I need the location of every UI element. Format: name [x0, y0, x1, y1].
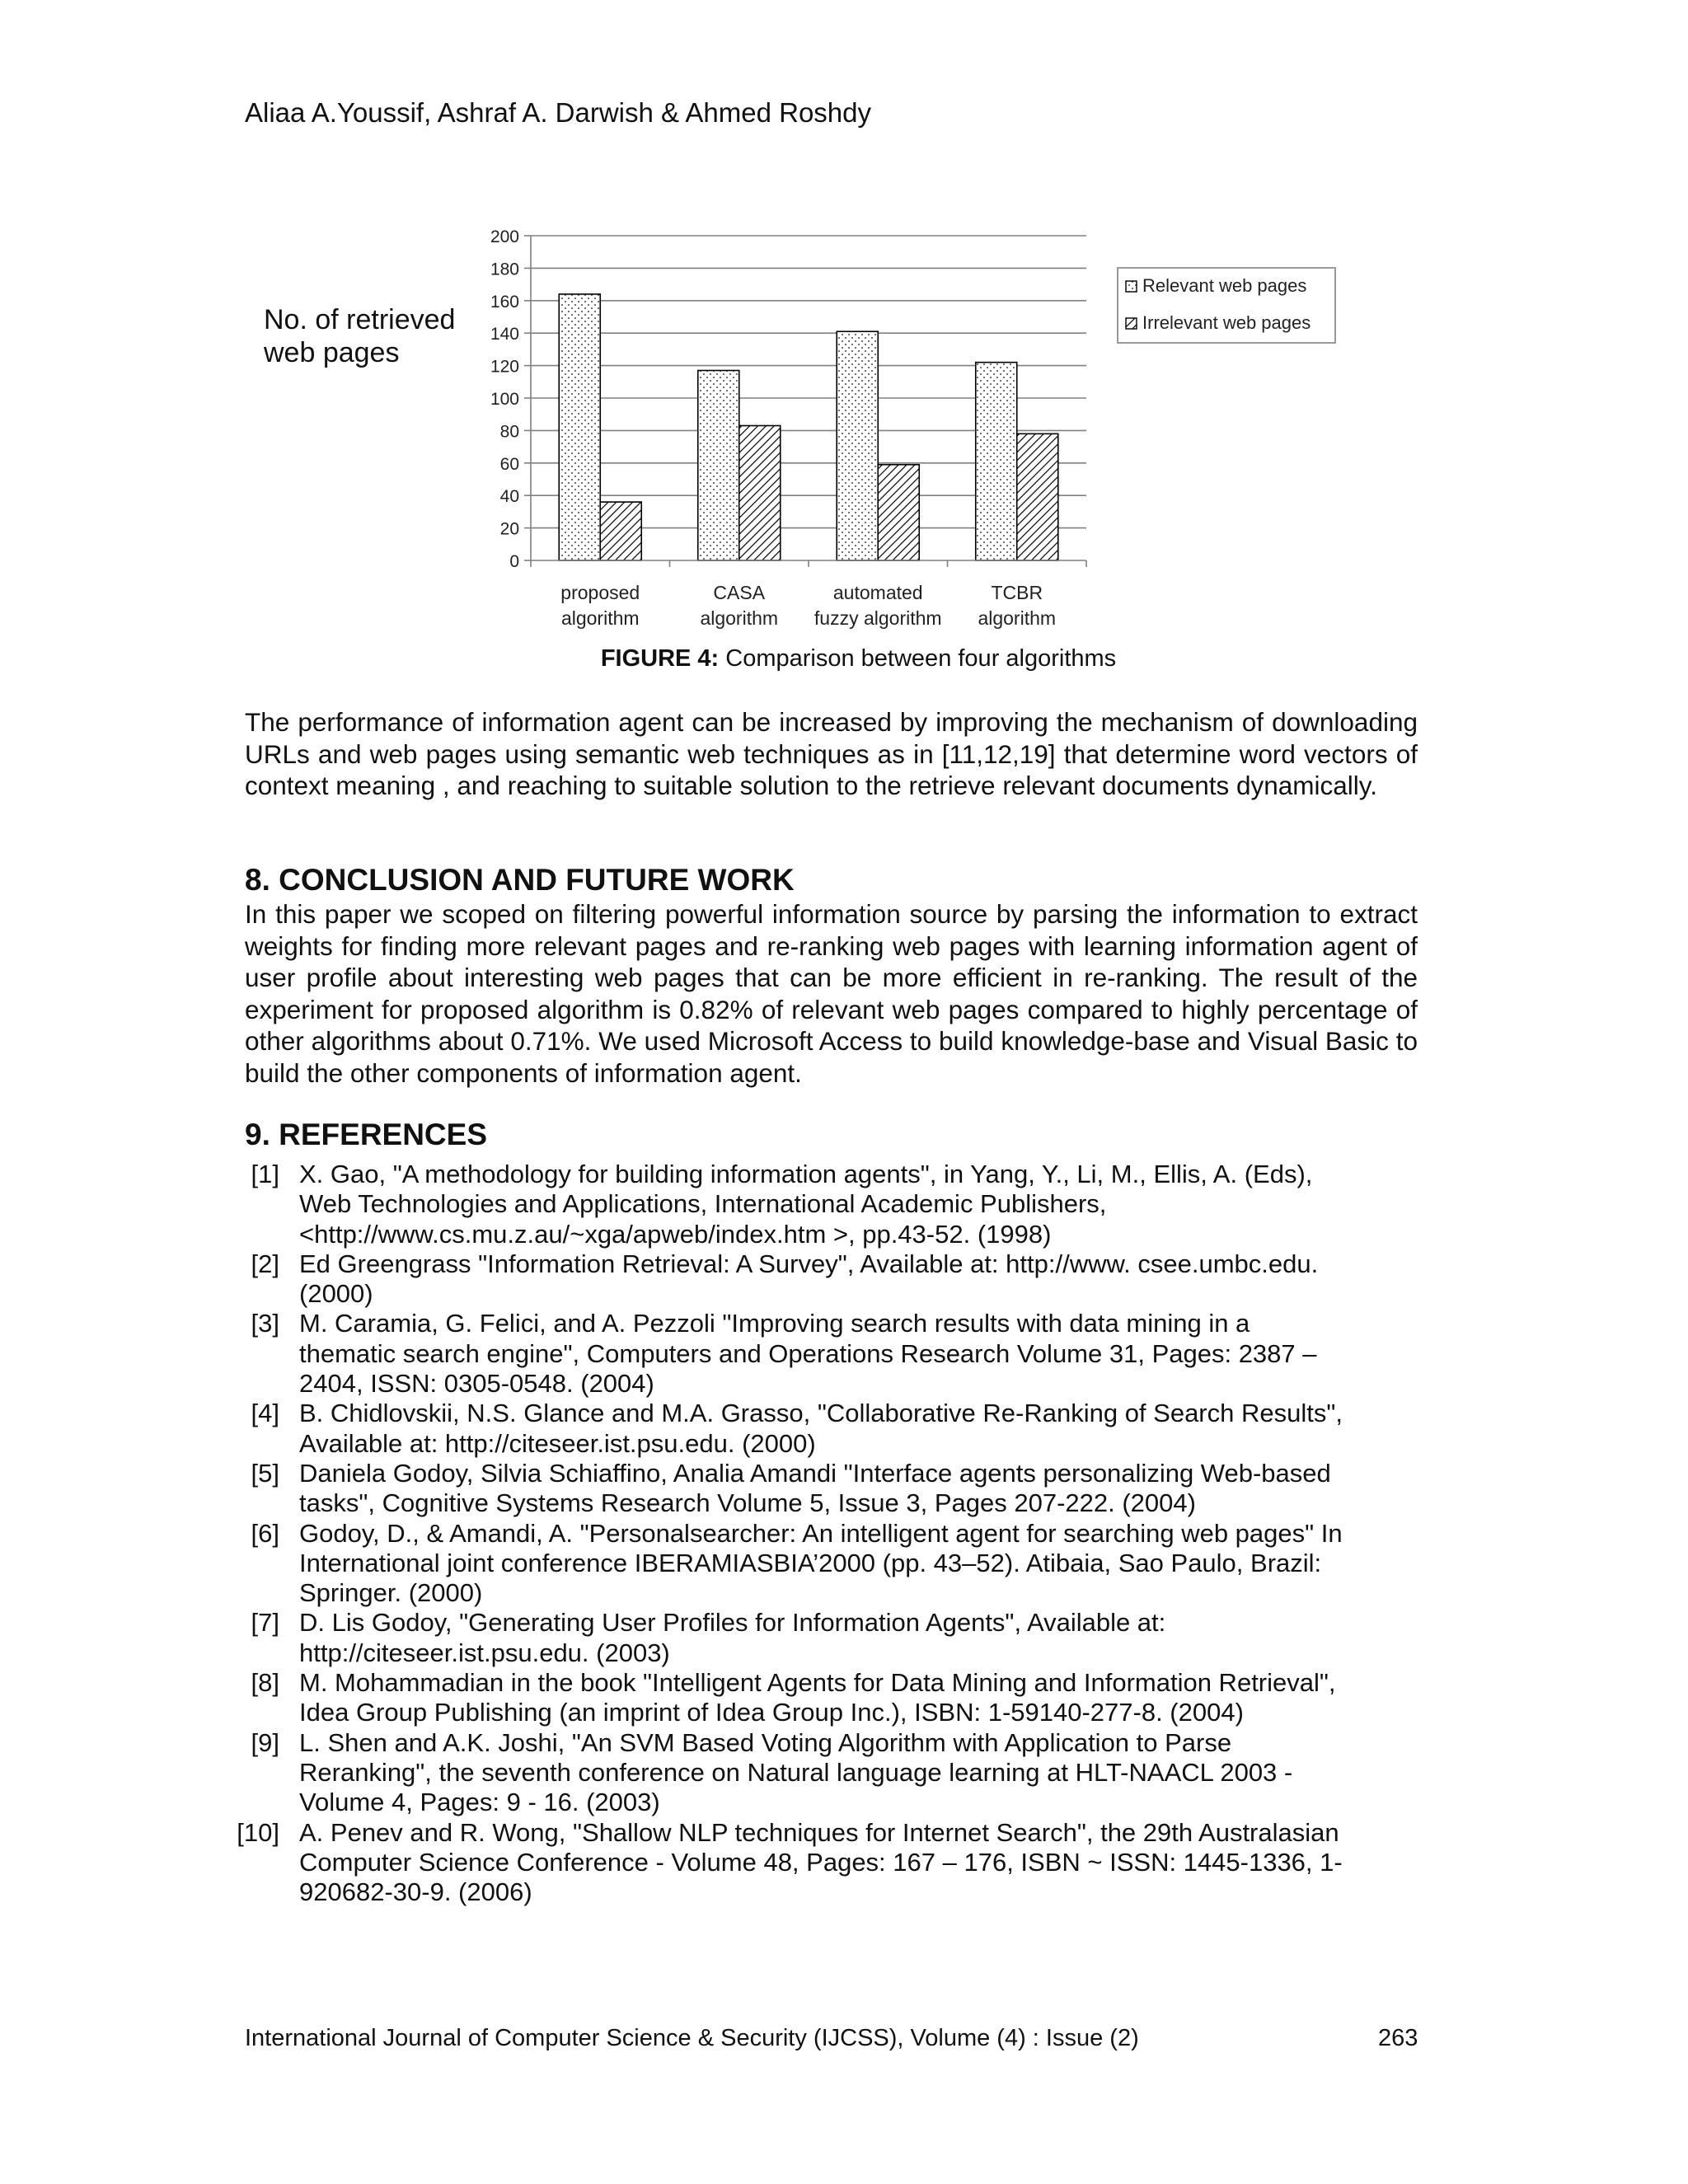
- reference-line: Daniela Godoy, Silvia Schiaffino, Analia Amandi "Interface agents personalizing Web-based: [299, 1458, 1331, 1488]
- y-tick-label: 160: [490, 292, 519, 312]
- legend-swatch: [1126, 318, 1137, 329]
- x-tick-label: algorithm: [560, 607, 640, 629]
- reference-number: [9]: [251, 1727, 279, 1757]
- y-tick-label: 140: [490, 325, 519, 344]
- reference-line: Idea Group Publishing (an imprint of Idea Group Inc.), ISBN: 1-59140-277-8. (2004): [299, 1698, 1244, 1727]
- reference-item: [245, 1668, 1432, 1728]
- y-tick-label: 80: [499, 422, 519, 442]
- reference-line: International joint conference IBERAMIASBIA’2000 (pp. 43–52). Atibaia, Sao Paulo, Brazil:: [299, 1548, 1322, 1577]
- reference-line: thematic search engine", Computers and Operations Research Volume 31, Pages: 2387 –: [299, 1338, 1317, 1368]
- bar-irrelevant: [1017, 434, 1058, 560]
- reference-item: [245, 1608, 1432, 1668]
- reference-number: [4]: [251, 1399, 279, 1428]
- running-header: Aliaa A.Youssif, Ashraf A. Darwish & Ahmed Roshdy: [245, 97, 872, 128]
- reference-line: Volume 4, Pages: 9 - 16. (2003): [299, 1788, 660, 1817]
- reference-number: [5]: [251, 1458, 279, 1488]
- bar-irrelevant: [878, 465, 919, 560]
- page-number: 263: [1378, 2025, 1418, 2051]
- figure-caption-text: Comparison between four algorithms: [719, 645, 1117, 672]
- reference-item: [237, 1817, 1432, 1908]
- legend-swatch: [1126, 281, 1137, 292]
- reference-line: Reranking", the seventh conference on Natural language learning at HLT-NAACL 2003 -: [299, 1757, 1293, 1787]
- reference-number: [8]: [251, 1668, 279, 1698]
- reference-line: M. Mohammadian in the book "Intelligent Agents for Data Mining and Information Retrieval",: [299, 1668, 1336, 1698]
- legend-label: Irrelevant web pages: [1142, 312, 1311, 333]
- reference-item: [245, 1459, 1432, 1519]
- reference-item: [245, 1399, 1432, 1459]
- reference-number: [2]: [251, 1249, 279, 1278]
- reference-line: D. Lis Godoy, "Generating User Profiles for Information Agents", Available at:: [299, 1608, 1166, 1638]
- reference-line: L. Shen and A.K. Joshi, "An SVM Based Voting Algorithm with Application to Parse: [299, 1727, 1232, 1757]
- reference-line: X. Gao, "A methodology for building information agents", in Yang, Y., Li, M., Ellis, A. (Eds),: [299, 1160, 1313, 1188]
- reference-line: Computer Science Conference - Volume 48, Pages: 167 – 176, ISBN ~ ISSN: 1445-1336, 1-: [299, 1847, 1343, 1877]
- bar-irrelevant: [739, 425, 781, 560]
- y-tick-label: 0: [509, 552, 519, 571]
- bar-relevant: [837, 331, 878, 560]
- reference-item: [245, 1160, 1432, 1249]
- reference-line: Ed Greengrass "Information Retrieval: A Survey", Available at: http://www. csee.umbc.edu.: [299, 1249, 1319, 1278]
- x-tick-label: automated: [832, 582, 923, 603]
- reference-item: [245, 1728, 1432, 1818]
- reference-line: Springer. (2000): [299, 1578, 483, 1608]
- bar-relevant: [559, 294, 600, 560]
- legend-label: Relevant web pages: [1142, 275, 1307, 296]
- y-tick-label: 20: [499, 519, 519, 539]
- conclusion-paragraph: In this paper we scoped on filtering powerful information source by parsing the information to extract weights for finding more relevant pages and re-ranking web pages with learning information agent of user profile about interesting web pages that can be more efficient in re-ranking. The result of the experiment for proposed algorithm is 0.82% of relevant web pages compared to highly percentage of other algorithms about 0.71%. We used Microsoft Access to build knowledge-base and Visual Basic to build the other components of information agent.: [245, 899, 1418, 1088]
- y-tick-label: 120: [490, 357, 519, 377]
- reference-line: 2404, ISSN: 0305-0548. (2004): [299, 1369, 654, 1399]
- figure-caption: [0, 645, 1688, 673]
- reference-item: [245, 1249, 1432, 1310]
- reference-item: [245, 1309, 1432, 1399]
- footer-journal: International Journal of Computer Science & Security (IJCSS), Volume (4) : Issue (2): [245, 2025, 1139, 2051]
- y-axis-label: No. of retrieved web pages: [264, 304, 456, 368]
- reference-line: (2000): [299, 1279, 373, 1309]
- y-tick-label: 200: [490, 227, 519, 246]
- chart-legend: [1118, 268, 1335, 343]
- reference-number: [10]: [237, 1817, 279, 1847]
- bar-relevant: [976, 363, 1017, 560]
- x-tick-label: fuzzy algorithm: [814, 607, 942, 629]
- reference-number: [6]: [251, 1518, 279, 1548]
- reference-number: [1]: [251, 1160, 279, 1188]
- y-tick-label: 60: [499, 454, 519, 474]
- section-heading-references: 9. REFERENCES: [245, 1118, 488, 1151]
- bar-irrelevant: [600, 502, 641, 560]
- section-heading-conclusion: 8. CONCLUSION AND FUTURE WORK: [245, 863, 795, 897]
- x-tick-label: TCBR: [991, 582, 1043, 603]
- y-tick-label: 100: [490, 390, 519, 409]
- bar-chart: [0, 0, 1688, 659]
- reference-line: Available at: http://citeseer.ist.psu.edu. (2000): [299, 1428, 816, 1458]
- reference-line: 920682-30-9. (2006): [299, 1877, 532, 1907]
- reference-line: http://citeseer.ist.psu.edu. (2003): [299, 1638, 670, 1667]
- x-tick-label: proposed: [560, 582, 640, 603]
- body-paragraph: The performance of information agent can be increased by improving the mechanism of downloading URLs and web pages using semantic web techniques as in [11,12,19] that determine word vectors of context meaning , and reaching to suitable solution to the retrieve relevant documents dynamically.: [245, 707, 1418, 800]
- reference-number: [7]: [251, 1608, 279, 1638]
- reference-line: Godoy, D., & Amandi, A. "Personalsearcher: An intelligent agent for searching web pages" In: [299, 1518, 1343, 1548]
- reference-line: B. Chidlovskii, N.S. Glance and M.A. Grasso, "Collaborative Re-Ranking of Search Results",: [299, 1399, 1343, 1428]
- reference-item: [245, 1519, 1432, 1609]
- bar-relevant: [698, 371, 739, 560]
- reference-line: <http://www.cs.mu.z.au/~xga/apweb/index.htm >, pp.43-52. (1998): [299, 1219, 1052, 1249]
- x-tick-label: algorithm: [978, 607, 1057, 629]
- reference-line: tasks", Cognitive Systems Research Volume 5, Issue 3, Pages 207-222. (2004): [299, 1488, 1196, 1518]
- x-tick-label: algorithm: [700, 607, 779, 629]
- reference-list: [237, 1160, 1432, 1907]
- figure-caption-label: FIGURE 4:: [600, 645, 720, 672]
- y-tick-label: 40: [499, 487, 519, 507]
- reference-line: A. Penev and R. Wong, "Shallow NLP techniques for Internet Search", the 29th Australasian: [299, 1817, 1339, 1847]
- reference-line: Web Technologies and Applications, International Academic Publishers,: [299, 1189, 1107, 1219]
- x-tick-label: CASA: [713, 582, 766, 603]
- reference-number: [3]: [251, 1309, 279, 1338]
- y-tick-label: 180: [490, 260, 519, 279]
- reference-line: M. Caramia, G. Felici, and A. Pezzoli "Improving search results with data mining in a: [299, 1309, 1250, 1338]
